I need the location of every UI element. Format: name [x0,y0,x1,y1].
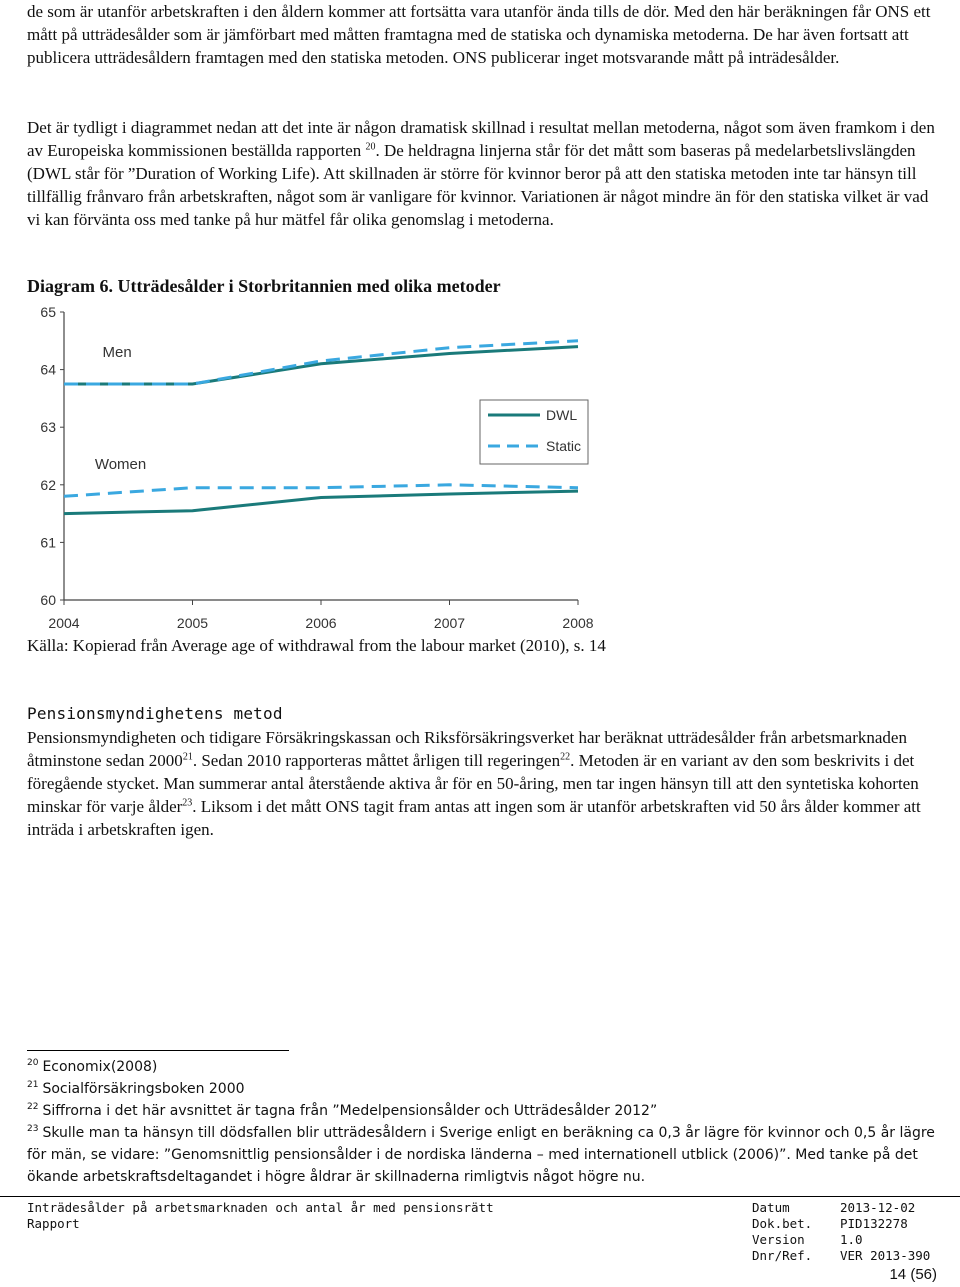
x-tick-label: 2008 [562,615,594,631]
meta-value: VER 2013-390 [840,1248,931,1263]
y-tick-label: 64 [40,361,56,378]
x-tick-label: 2007 [433,615,466,631]
y-tick-label: 65 [40,304,56,320]
chart-svg [22,300,602,640]
footnote-ref[interactable]: 20 [365,141,376,153]
footnote-divider [27,1050,289,1051]
footnote-number: 20 [27,1058,39,1069]
meta-row-version [752,1232,930,1248]
y-tick-label: 63 [40,419,56,436]
legend-label-dwl: DWL [546,407,578,423]
meta-value: 2013-12-02 [840,1200,916,1215]
meta-key: Dok.bet. [752,1216,813,1231]
y-tick-label: 61 [40,534,56,551]
page-number: 14 (56) [889,1266,937,1283]
footer-metadata [752,1200,930,1264]
footer-document-title: Inträdesålder på arbetsmarknaden och antal år med pensionsrätt [27,1200,494,1215]
series-line-women-dwl [64,491,578,513]
meta-row-date [752,1200,930,1216]
footnote-number: 22 [27,1102,39,1113]
y-tick-label: 60 [40,592,56,608]
meta-key: Datum [752,1200,790,1215]
source-citation: Källa: Kopierad från Average age of withdrawal from the labour market (2010), s. 14 [27,636,606,655]
footnote [27,1100,937,1122]
footnote-text: Economix(2008) [42,1059,158,1075]
group-label-women: Women [94,456,147,474]
paragraph-text: Det är tydligt i diagrammet nedan att det inte är någon dramatisk skillnad i resultat mellan metoderna, något som även framkom i den av Europeiska kommissionen beställda rapporten [27,118,935,160]
footnotes [27,1056,937,1188]
footnote-number: 23 [27,1124,39,1135]
paragraph-text: . Sedan 2010 rapporteras måttet årligen till regeringen [192,751,561,770]
paragraph-method [27,726,937,841]
footnote [27,1078,937,1100]
section-title: Pensionsmyndighetens metod [27,704,283,723]
footnote-ref[interactable]: 23 [182,797,193,809]
y-tick-label: 62 [40,476,56,493]
footnote-ref[interactable]: 22 [560,751,571,763]
footnote [27,1056,937,1078]
x-tick-label: 2006 [305,615,337,631]
footnote-text: Socialförsäkringsboken 2000 [42,1081,245,1097]
series-line-men-dwl [64,347,578,384]
footnote-text: Siffrorna i det här avsnittet är tagna från ”Medelpensionsålder och Utträdesålder 2012” [42,1103,658,1119]
chart-legend [480,400,588,464]
diagram-heading: Diagram 6. Utträdesålder i Storbritannien med olika metoder [27,276,501,296]
footnote-number: 21 [27,1080,39,1091]
series-line-women-static [64,485,578,497]
paragraph-text: . De heldragna linjerna står för det mått som baseras på medelarbetslivslängden (DWL står för ”Duration of Working Life). Att skillnaden är större för kvinnor beror på att den statiska metoden inte tar hänsyn till tillfällig frånvaro från arbetskraften, något som är vanligare för kvinnor. Variationen är något mindre än för den statiska vilket är vad vi kan förvänta oss med tanke på hur mätfel får olika genomslag i metoderna. [27,141,929,229]
paragraph-text: . Metoden är en variant av den som beskrivits i det föregående stycket. Man summerar antal återstående aktiva år för en 50-åring, men tar ingen hänsyn till att den syntetiska kohorten minskar för varje ålder [27,751,919,816]
paragraph-intro: de som är utanför arbetskraften i den åldern kommer att fortsätta vara utanför ända tills de dör. Med den här beräkningen får ONS ett mått på utträdesålder som är jämförbart med måtten framtagna med de statiska och dynamiska metoderna. De har även fortsatt att publicera utträdesåldern framtagen med den statiska metoden. ONS publicerar inget motsvarande mått på inträdesålder. [27,2,931,67]
footnote [27,1122,937,1188]
x-tick-label: 2004 [48,615,80,631]
chart-labels [95,344,146,473]
page-footer [27,1196,947,1286]
meta-value: PID132278 [840,1216,908,1231]
meta-key: Dnr/Ref. [752,1248,813,1263]
footnote-ref[interactable]: 21 [182,751,193,763]
footer-divider [0,1196,960,1197]
paragraph-text: . Liksom i det mått ONS tagit fram antas att ingen som är utanför arbetskraften vid 50 års ålder kommer att inträda i arbetskraften igen. [27,797,921,839]
group-label-men: Men [102,343,132,361]
line-chart [22,300,602,640]
x-tick-label: 2005 [176,615,209,631]
meta-row-dnr [752,1248,930,1264]
legend-label-static: Static [546,438,582,454]
meta-key: Version [752,1232,805,1247]
meta-row-docref [752,1216,930,1232]
meta-value: 1.0 [840,1232,863,1247]
paragraph-diagram-discussion [27,116,937,231]
footnote-text: Skulle man ta hänsyn till dödsfallen blir utträdesåldern i Sverige enligt en beräkning ca 0,3 år lägre för kvinnor och 0,5 år lägre för män, se vidare: ”Genomsnittlig pensionsålder i de nordiska länderna – med internationell utblick (2006)”. Med tanke på det ökande arbetskraftsdeltagandet i högre åldrar är skillnaderna rimligtvis något högre nu. [27,1125,935,1185]
footer-document-type: Rapport [27,1216,80,1231]
paragraph-text: Pensionsmyndigheten och tidigare Försäkringskassan och Riksförsäkringsverket har beräknat utträdesålder från arbetsmarknaden åtminstone sedan 2000 [27,728,907,770]
